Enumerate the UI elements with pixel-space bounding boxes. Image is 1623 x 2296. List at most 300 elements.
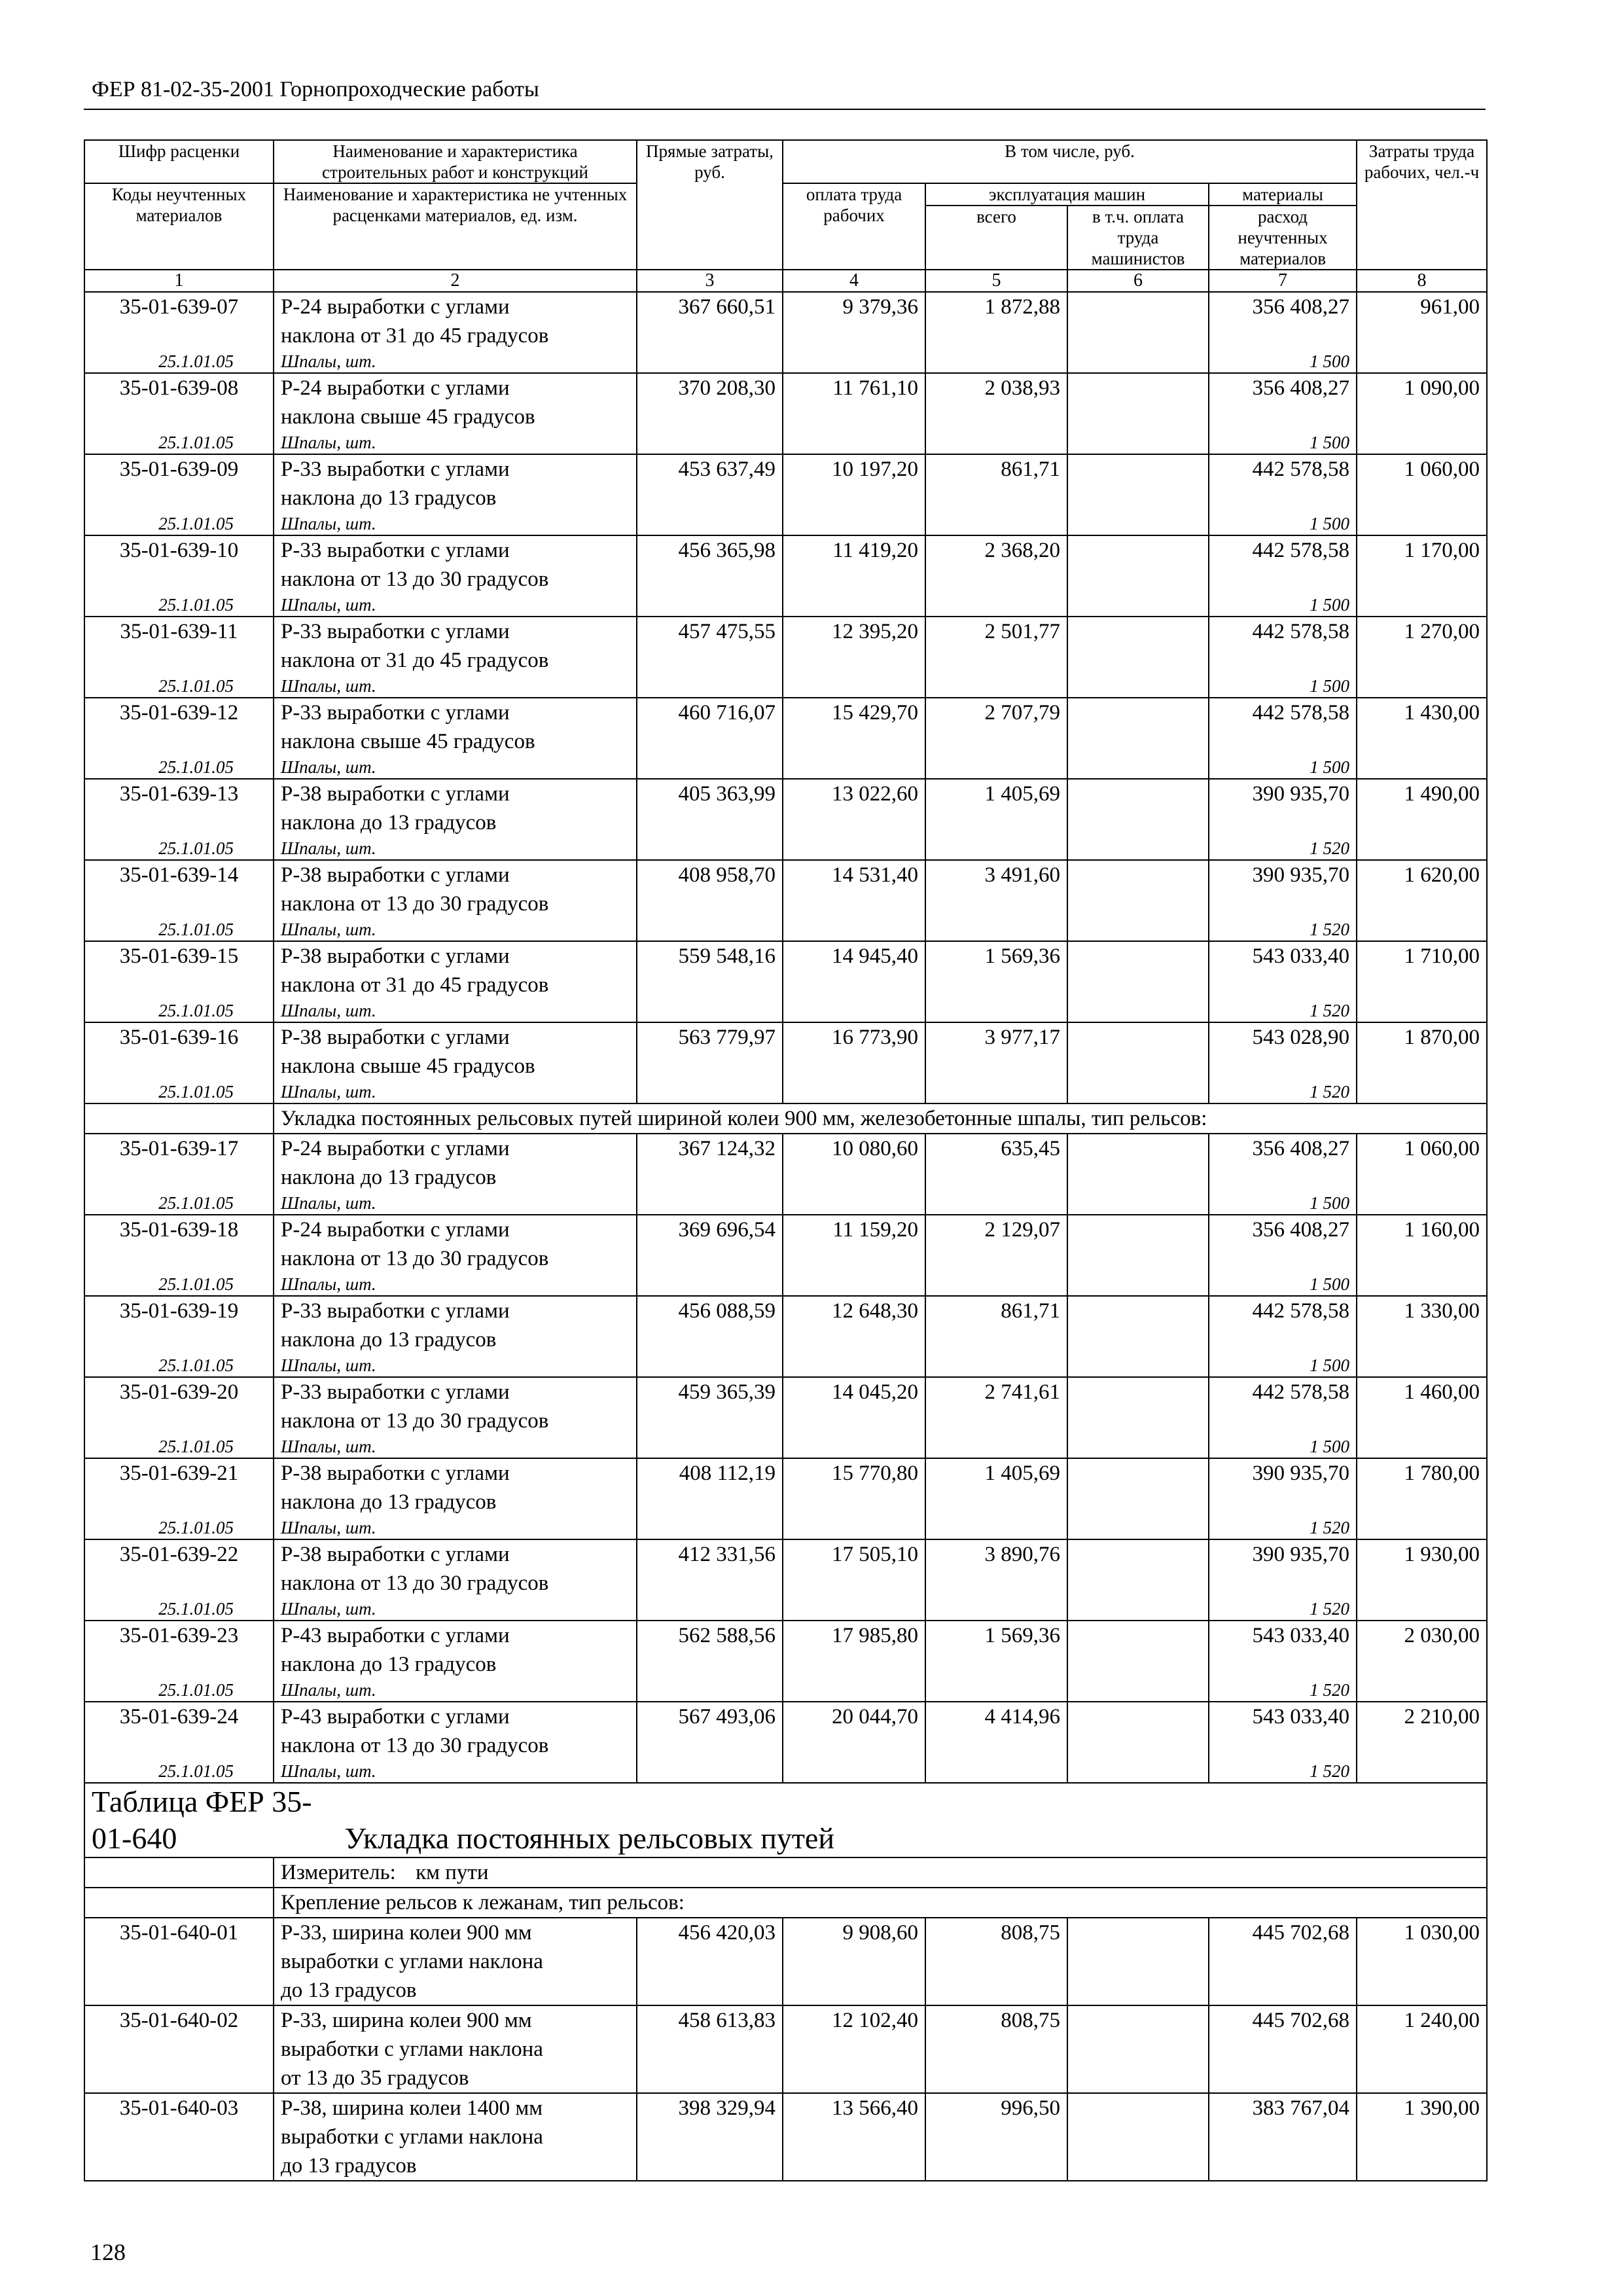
empty-cell xyxy=(925,1192,1067,1215)
empty-cell xyxy=(1067,999,1209,1022)
labor-pay: 14 945,40 xyxy=(783,941,925,999)
labor-hours: 1 930,00 xyxy=(1357,1539,1487,1598)
labor-pay: 11 159,20 xyxy=(783,1215,925,1273)
empty-cell xyxy=(925,1354,1067,1377)
direct-costs: 412 331,56 xyxy=(637,1539,783,1598)
material-code: 25.1.01.05 xyxy=(84,999,274,1022)
table-row xyxy=(84,1539,1487,1598)
work-description xyxy=(274,2093,637,2181)
description-line: наклона от 31 до 45 градусов xyxy=(281,324,549,348)
materials-cost: 383 767,04 xyxy=(1209,2093,1357,2181)
empty-cell xyxy=(1357,918,1487,941)
labor-hours: 1 170,00 xyxy=(1357,535,1487,594)
rate-code: 35-01-639-07 xyxy=(84,292,274,350)
machine-costs: 3 977,17 xyxy=(925,1022,1067,1081)
work-description xyxy=(274,1134,637,1192)
labor-pay: 10 197,20 xyxy=(783,454,925,512)
materials-cost: 445 702,68 xyxy=(1209,1918,1357,2005)
header-ekspl: эксплуатация машин xyxy=(925,183,1209,206)
material-name: Шпалы, шт. xyxy=(274,675,637,698)
empty-cell xyxy=(1357,756,1487,779)
rows-group-b xyxy=(84,1134,1487,1783)
empty-cell xyxy=(637,918,783,941)
labor-hours: 1 390,00 xyxy=(1357,2093,1487,2181)
machine-costs: 2 741,61 xyxy=(925,1377,1067,1435)
material-quantity: 1 520 xyxy=(1209,918,1357,941)
description-line: наклона до 13 градусов xyxy=(281,1166,497,1189)
material-code: 25.1.01.05 xyxy=(84,837,274,860)
direct-costs: 458 613,83 xyxy=(637,2005,783,2093)
empty-cell xyxy=(1067,594,1209,617)
machinist-pay xyxy=(1067,2093,1209,2181)
direct-costs: 367 660,51 xyxy=(637,292,783,350)
material-quantity: 1 520 xyxy=(1209,1598,1357,1621)
machine-costs: 1 569,36 xyxy=(925,1621,1067,1679)
machinist-pay xyxy=(1067,1702,1209,1760)
table-row xyxy=(84,1377,1487,1435)
material-code: 25.1.01.05 xyxy=(84,1273,274,1296)
materials-cost: 543 033,40 xyxy=(1209,941,1357,999)
empty-cell xyxy=(637,837,783,860)
labor-hours: 1 270,00 xyxy=(1357,617,1487,675)
column-number: 8 xyxy=(1357,270,1487,292)
rate-code: 35-01-640-02 xyxy=(84,2005,274,2093)
labor-pay: 10 080,60 xyxy=(783,1134,925,1192)
empty-cell xyxy=(1357,1081,1487,1103)
rate-code: 35-01-639-22 xyxy=(84,1539,274,1598)
table-row xyxy=(84,2093,1487,2181)
direct-costs: 408 958,70 xyxy=(637,860,783,918)
labor-pay: 17 505,10 xyxy=(783,1539,925,1598)
rate-code: 35-01-640-01 xyxy=(84,1918,274,2005)
empty-cell xyxy=(925,675,1067,698)
empty-cell xyxy=(637,512,783,535)
rate-code: 35-01-639-14 xyxy=(84,860,274,918)
meter xyxy=(274,1857,1487,1888)
column-number: 1 xyxy=(84,270,274,292)
header-materialy: материалы xyxy=(1209,183,1357,206)
empty-cell xyxy=(1357,1354,1487,1377)
empty-cell xyxy=(1357,1598,1487,1621)
direct-costs: 408 112,19 xyxy=(637,1458,783,1516)
description-line: Р-43 выработки с углами xyxy=(281,1705,510,1729)
header-naim-mat: Наименование и характеристика не учтенных расценками материалов, ед. изм. xyxy=(274,183,637,270)
empty-cell xyxy=(783,1192,925,1215)
description-line: наклона свыше 45 градусов xyxy=(281,1054,535,1078)
labor-pay: 12 395,20 xyxy=(783,617,925,675)
table-title xyxy=(84,1783,1487,1857)
labor-hours: 1 780,00 xyxy=(1357,1458,1487,1516)
direct-costs: 562 588,56 xyxy=(637,1621,783,1679)
labor-hours: 1 430,00 xyxy=(1357,698,1487,756)
material-code: 25.1.01.05 xyxy=(84,350,274,373)
labor-pay: 16 773,90 xyxy=(783,1022,925,1081)
rate-code: 35-01-639-24 xyxy=(84,1702,274,1760)
empty-cell xyxy=(637,1081,783,1103)
material-quantity: 1 500 xyxy=(1209,756,1357,779)
table-row xyxy=(84,1458,1487,1516)
labor-pay: 13 022,60 xyxy=(783,779,925,837)
empty-cell xyxy=(1067,350,1209,373)
machinist-pay xyxy=(1067,1215,1209,1273)
direct-costs: 370 208,30 xyxy=(637,373,783,431)
machinist-pay xyxy=(1067,941,1209,999)
machine-costs: 861,71 xyxy=(925,454,1067,512)
rate-code: 35-01-639-20 xyxy=(84,1377,274,1435)
rate-code: 35-01-639-11 xyxy=(84,617,274,675)
machine-costs: 2 707,79 xyxy=(925,698,1067,756)
material-code: 25.1.01.05 xyxy=(84,431,274,454)
material-code: 25.1.01.05 xyxy=(84,594,274,617)
description-line: Р-33 выработки с углами xyxy=(281,1380,510,1404)
direct-costs: 457 475,55 xyxy=(637,617,783,675)
material-row xyxy=(84,1192,1487,1215)
labor-hours: 2 030,00 xyxy=(1357,1621,1487,1679)
rate-code: 35-01-639-16 xyxy=(84,1022,274,1081)
material-quantity: 1 520 xyxy=(1209,1081,1357,1103)
rate-code: 35-01-639-15 xyxy=(84,941,274,999)
material-name: Шпалы, шт. xyxy=(274,1598,637,1621)
labor-pay: 9 379,36 xyxy=(783,292,925,350)
column-numbers-row xyxy=(84,270,1487,292)
description-line: выработки с углами наклона xyxy=(281,1950,543,1973)
rows-group-a xyxy=(84,292,1487,1103)
empty-cell xyxy=(783,999,925,1022)
empty-cell xyxy=(1067,918,1209,941)
materials-cost: 442 578,58 xyxy=(1209,1296,1357,1354)
table-row xyxy=(84,1022,1487,1081)
material-name: Шпалы, шт. xyxy=(274,1081,637,1103)
labor-hours: 1 620,00 xyxy=(1357,860,1487,918)
materials-cost: 445 702,68 xyxy=(1209,2005,1357,2093)
description-line: Р-38 выработки с углами xyxy=(281,1026,510,1049)
description-line: выработки с углами наклона xyxy=(281,2037,543,2061)
rate-code: 35-01-639-10 xyxy=(84,535,274,594)
labor-hours: 1 460,00 xyxy=(1357,1377,1487,1435)
empty-cell xyxy=(1357,999,1487,1022)
empty-cell xyxy=(637,1760,783,1783)
material-row xyxy=(84,1598,1487,1621)
machine-costs: 996,50 xyxy=(925,2093,1067,2181)
description-line: наклона до 13 градусов xyxy=(281,811,497,834)
materials-cost: 442 578,58 xyxy=(1209,454,1357,512)
material-row xyxy=(84,1081,1487,1103)
description-line: Р-38 выработки с углами xyxy=(281,782,510,806)
empty-cell xyxy=(1067,512,1209,535)
empty-cell xyxy=(1067,1081,1209,1103)
materials-cost: 543 033,40 xyxy=(1209,1621,1357,1679)
description-line: Р-38 выработки с углами xyxy=(281,1462,510,1485)
materials-cost: 442 578,58 xyxy=(1209,535,1357,594)
machinist-pay xyxy=(1067,535,1209,594)
work-description xyxy=(274,535,637,594)
empty-cell xyxy=(1357,1760,1487,1783)
material-name: Шпалы, шт. xyxy=(274,512,637,535)
material-quantity: 1 520 xyxy=(1209,1516,1357,1539)
empty-cell xyxy=(783,1679,925,1702)
empty-cell xyxy=(783,1081,925,1103)
description-line: Р-38 выработки с углами xyxy=(281,863,510,887)
machinist-pay xyxy=(1067,1377,1209,1435)
machinist-pay xyxy=(1067,373,1209,431)
machinist-pay xyxy=(1067,2005,1209,2093)
description-line: от 13 до 35 градусов xyxy=(281,2066,469,2090)
material-quantity: 1 500 xyxy=(1209,675,1357,698)
direct-costs: 456 365,98 xyxy=(637,535,783,594)
material-row xyxy=(84,675,1487,698)
empty-cell xyxy=(637,594,783,617)
labor-hours: 1 060,00 xyxy=(1357,454,1487,512)
description-line: Р-38 выработки с углами xyxy=(281,1543,510,1566)
empty-cell xyxy=(925,1516,1067,1539)
work-description xyxy=(274,698,637,756)
work-description xyxy=(274,1215,637,1273)
material-quantity: 1 500 xyxy=(1209,1435,1357,1458)
machinist-pay xyxy=(1067,1918,1209,2005)
empty-cell xyxy=(1067,1760,1209,1783)
empty-cell xyxy=(637,1192,783,1215)
work-description xyxy=(274,1621,637,1679)
empty-cell xyxy=(925,1273,1067,1296)
material-quantity: 1 500 xyxy=(1209,1354,1357,1377)
labor-hours: 1 490,00 xyxy=(1357,779,1487,837)
work-description xyxy=(274,1458,637,1516)
work-description xyxy=(274,941,637,999)
table-row xyxy=(84,1621,1487,1679)
material-quantity: 1 520 xyxy=(1209,837,1357,860)
table-row xyxy=(84,1134,1487,1192)
materials-cost: 390 935,70 xyxy=(1209,779,1357,837)
empty-cell xyxy=(925,594,1067,617)
work-description xyxy=(274,292,637,350)
material-code: 25.1.01.05 xyxy=(84,1598,274,1621)
empty-cell xyxy=(783,1516,925,1539)
table-row xyxy=(84,454,1487,512)
column-number: 2 xyxy=(274,270,637,292)
description-line: наклона от 13 до 30 градусов xyxy=(281,567,549,591)
work-description xyxy=(274,1702,637,1760)
machine-costs: 808,75 xyxy=(925,1918,1067,2005)
material-row xyxy=(84,350,1487,373)
rate-code: 35-01-639-09 xyxy=(84,454,274,512)
header-rule xyxy=(84,109,1486,110)
empty-cell xyxy=(925,1435,1067,1458)
labor-hours: 1 240,00 xyxy=(1357,2005,1487,2093)
machinist-pay xyxy=(1067,1458,1209,1516)
material-name: Шпалы, шт. xyxy=(274,1516,637,1539)
machine-costs: 635,45 xyxy=(925,1134,1067,1192)
empty-cell xyxy=(1357,350,1487,373)
material-quantity: 1 500 xyxy=(1209,1273,1357,1296)
rate-code: 35-01-639-12 xyxy=(84,698,274,756)
empty-cell xyxy=(783,594,925,617)
empty-cell xyxy=(783,675,925,698)
description-line: Р-24 выработки с углами xyxy=(281,1218,510,1242)
empty-cell xyxy=(783,1598,925,1621)
empty-cell xyxy=(1067,1516,1209,1539)
material-quantity: 1 500 xyxy=(1209,431,1357,454)
machinist-pay xyxy=(1067,698,1209,756)
empty-cell xyxy=(1357,512,1487,535)
column-number: 6 xyxy=(1067,270,1209,292)
table-row xyxy=(84,1296,1487,1354)
empty-cell xyxy=(1067,1598,1209,1621)
empty-cell xyxy=(1357,837,1487,860)
material-name: Шпалы, шт. xyxy=(274,1679,637,1702)
empty-cell xyxy=(637,431,783,454)
material-name: Шпалы, шт. xyxy=(274,1435,637,1458)
description-line: наклона до 13 градусов xyxy=(281,1653,497,1676)
material-row xyxy=(84,1354,1487,1377)
description-line: Р-24 выработки с углами xyxy=(281,295,510,319)
table-row xyxy=(84,1918,1487,2005)
header-naim: Наименование и характеристика строительных работ и конструкций xyxy=(274,140,637,183)
material-row xyxy=(84,1516,1487,1539)
description-line: наклона до 13 градусов xyxy=(281,486,497,510)
empty-cell xyxy=(783,350,925,373)
materials-cost: 356 408,27 xyxy=(1209,1134,1357,1192)
materials-cost: 442 578,58 xyxy=(1209,1377,1357,1435)
empty-cell xyxy=(637,675,783,698)
labor-pay: 15 429,70 xyxy=(783,698,925,756)
description-line: наклона свыше 45 градусов xyxy=(281,405,535,429)
description-line: наклона от 13 до 30 градусов xyxy=(281,1734,549,1757)
empty-cell xyxy=(783,1760,925,1783)
rate-code: 35-01-639-08 xyxy=(84,373,274,431)
labor-pay: 20 044,70 xyxy=(783,1702,925,1760)
meter-value: км пути xyxy=(416,1861,489,1884)
labor-hours: 2 210,00 xyxy=(1357,1702,1487,1760)
material-code: 25.1.01.05 xyxy=(84,1354,274,1377)
material-row xyxy=(84,918,1487,941)
material-name: Шпалы, шт. xyxy=(274,1192,637,1215)
empty-cell xyxy=(1067,1273,1209,1296)
material-name: Шпалы, шт. xyxy=(274,1273,637,1296)
direct-costs: 369 696,54 xyxy=(637,1215,783,1273)
material-quantity: 1 500 xyxy=(1209,1192,1357,1215)
description-line: Р-33 выработки с углами xyxy=(281,701,510,725)
rate-code: 35-01-639-17 xyxy=(84,1134,274,1192)
material-code: 25.1.01.05 xyxy=(84,1192,274,1215)
description-line: Р-33, ширина колеи 900 мм xyxy=(281,1921,532,1945)
column-number: 3 xyxy=(637,270,783,292)
direct-costs: 567 493,06 xyxy=(637,1702,783,1760)
labor-pay: 11 761,10 xyxy=(783,373,925,431)
table-row xyxy=(84,535,1487,594)
empty-cell xyxy=(1357,1516,1487,1539)
empty-cell xyxy=(925,512,1067,535)
header-v-tom-chisle: В том числе, руб. xyxy=(783,140,1357,183)
material-row xyxy=(84,837,1487,860)
empty-cell xyxy=(925,350,1067,373)
material-name: Шпалы, шт. xyxy=(274,350,637,373)
description-line: Р-33, ширина колеи 900 мм xyxy=(281,2009,532,2032)
description-line: до 13 градусов xyxy=(281,2154,417,2178)
section-900-group xyxy=(84,1103,1487,1134)
description-line: Р-33 выработки с углами xyxy=(281,620,510,643)
material-name: Шпалы, шт. xyxy=(274,1760,637,1783)
rate-code: 35-01-639-21 xyxy=(84,1458,274,1516)
materials-cost: 356 408,27 xyxy=(1209,292,1357,350)
empty-cell xyxy=(637,1679,783,1702)
empty-cell xyxy=(1067,837,1209,860)
work-description xyxy=(274,860,637,918)
table-row xyxy=(84,779,1487,837)
direct-costs: 563 779,97 xyxy=(637,1022,783,1081)
work-description xyxy=(274,779,637,837)
material-row xyxy=(84,512,1487,535)
labor-pay: 17 985,80 xyxy=(783,1621,925,1679)
materials-cost: 543 028,90 xyxy=(1209,1022,1357,1081)
header-shifr: Шифр расценки xyxy=(84,140,274,183)
machine-costs: 808,75 xyxy=(925,2005,1067,2093)
machinist-pay xyxy=(1067,1539,1209,1598)
table-row xyxy=(84,860,1487,918)
machine-costs: 1 405,69 xyxy=(925,779,1067,837)
description-line: Р-43 выработки с углами xyxy=(281,1624,510,1647)
empty-cell xyxy=(1357,594,1487,617)
labor-pay: 9 908,60 xyxy=(783,1918,925,2005)
empty-cell xyxy=(783,837,925,860)
material-name: Шпалы, шт. xyxy=(274,594,637,617)
material-quantity: 1 520 xyxy=(1209,1760,1357,1783)
labor-hours: 1 030,00 xyxy=(1357,1918,1487,2005)
work-description xyxy=(274,454,637,512)
empty-cell xyxy=(925,1598,1067,1621)
material-code: 25.1.01.05 xyxy=(84,1516,274,1539)
empty-cell xyxy=(925,1760,1067,1783)
header-rashod: расход неучтенных материалов xyxy=(1209,206,1357,270)
running-header: ФЕР 81-02-35-2001 Горнопроходческие работы xyxy=(92,77,539,101)
empty-cell xyxy=(1357,1679,1487,1702)
machinist-pay xyxy=(1067,454,1209,512)
column-number: 5 xyxy=(925,270,1067,292)
direct-costs: 456 420,03 xyxy=(637,1918,783,2005)
material-name: Шпалы, шт. xyxy=(274,1354,637,1377)
machine-costs: 2 501,77 xyxy=(925,617,1067,675)
labor-pay: 14 045,20 xyxy=(783,1377,925,1435)
column-number: 7 xyxy=(1209,270,1357,292)
labor-hours: 1 160,00 xyxy=(1357,1215,1487,1273)
materials-cost: 442 578,58 xyxy=(1209,617,1357,675)
material-code: 25.1.01.05 xyxy=(84,1760,274,1783)
description-line: наклона свыше 45 градусов xyxy=(281,730,535,753)
description-line: наклона от 31 до 45 градусов xyxy=(281,973,549,997)
materials-cost: 356 408,27 xyxy=(1209,373,1357,431)
empty-cell xyxy=(925,1679,1067,1702)
rows-group-c xyxy=(84,1918,1487,2181)
table-row xyxy=(84,292,1487,350)
page-number: 128 xyxy=(90,2239,126,2265)
table-row xyxy=(84,941,1487,999)
empty-cell xyxy=(1067,1435,1209,1458)
empty-cell xyxy=(637,756,783,779)
material-quantity: 1 520 xyxy=(1209,999,1357,1022)
table-row xyxy=(84,698,1487,756)
material-quantity: 1 500 xyxy=(1209,350,1357,373)
description-line: наклона от 31 до 45 градусов xyxy=(281,649,549,672)
material-code: 25.1.01.05 xyxy=(84,1435,274,1458)
table-row xyxy=(84,2005,1487,2093)
direct-costs: 460 716,07 xyxy=(637,698,783,756)
machine-costs: 2 129,07 xyxy=(925,1215,1067,1273)
column-number: 4 xyxy=(783,270,925,292)
work-description xyxy=(274,1022,637,1081)
material-row xyxy=(84,756,1487,779)
work-description xyxy=(274,1377,637,1435)
empty-cell xyxy=(1357,675,1487,698)
empty-cell xyxy=(637,1435,783,1458)
